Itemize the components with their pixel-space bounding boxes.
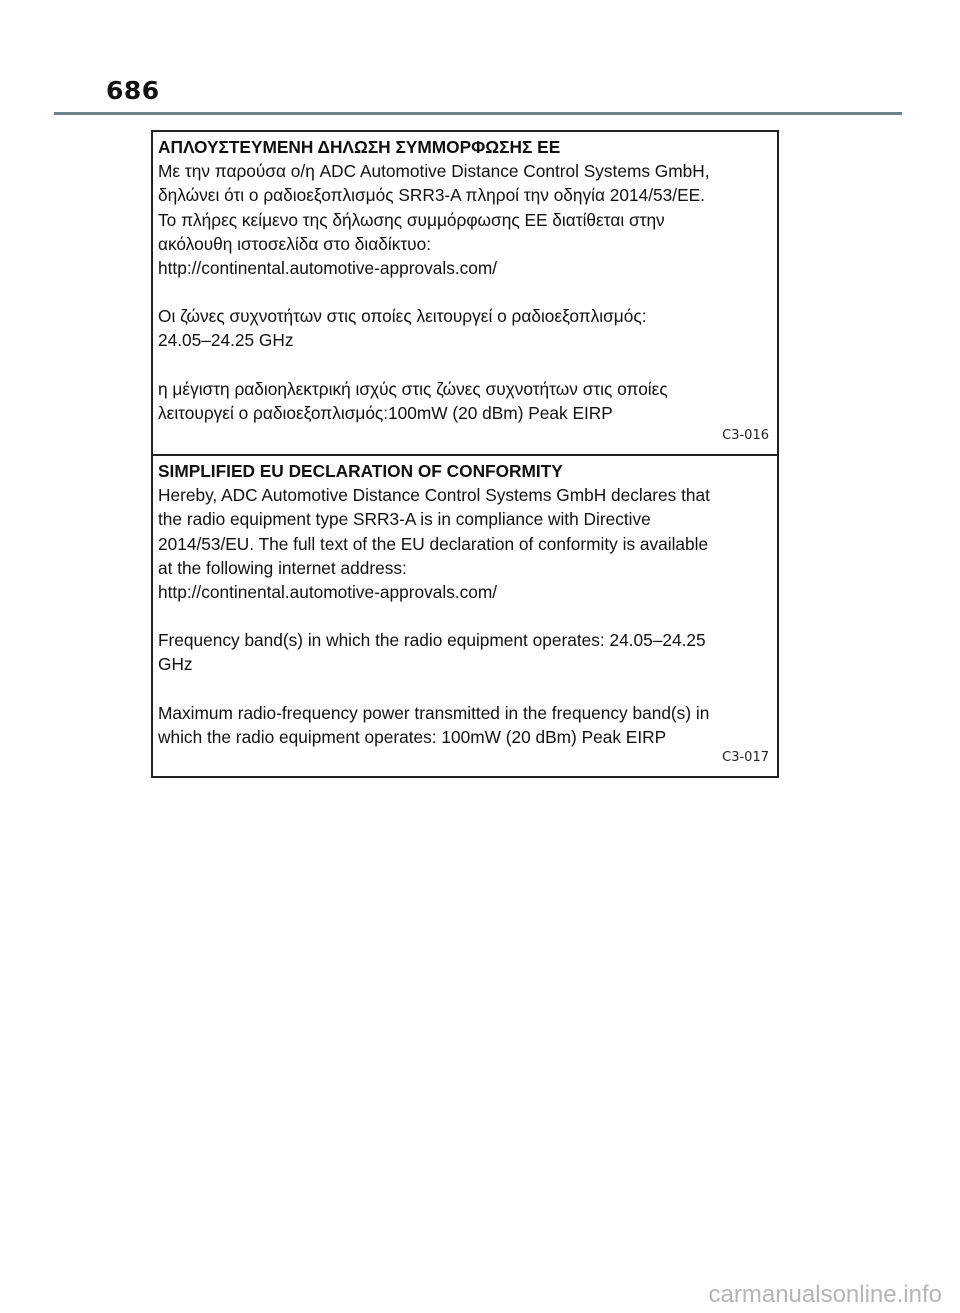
english-band-line: Frequency band(s) in which the radio equipment operates: 24.05–24.25 bbox=[158, 630, 706, 651]
english-text-line: the radio equipment type SRR3-A is in compliance with Directive bbox=[158, 509, 651, 530]
greek-text-line: δηλώνει ότι ο ραδιοεξοπλισμός SRR3-A πληροί την οδηγία 2014/53/ΕΕ. bbox=[158, 185, 705, 206]
greek-figure-code: C3-016 bbox=[722, 427, 769, 443]
english-power-line: which the radio equipment operates: 100mW (20 dBm) Peak EIRP bbox=[158, 726, 667, 747]
greek-band-line: Οι ζώνες συχνοτήτων στις οποίες λειτουργεί ο ραδιοεξοπλισμός: bbox=[158, 306, 647, 327]
greek-text-line: Με την παρούσα ο/η ADC Automotive Distance Control Systems GmbH, bbox=[158, 161, 710, 182]
english-text-line: Hereby, ADC Automotive Distance Control Systems GmbH declares that bbox=[158, 485, 710, 506]
english-figure-code: C3-017 bbox=[722, 749, 769, 765]
greek-url: http://continental.automotive-approvals.com/ bbox=[158, 258, 498, 279]
greek-band-line: 24.05–24.25 GHz bbox=[158, 330, 294, 351]
english-text-line: 2014/53/EU. The full text of the EU declaration of conformity is available bbox=[158, 533, 709, 554]
english-declaration-title: SIMPLIFIED EU DECLARATION OF CONFORMITY bbox=[158, 461, 563, 481]
greek-power-line: λειτουργεί ο ραδιοεξοπλισμός:100mW (20 dBm) Peak EIRP bbox=[158, 402, 613, 423]
greek-text-line: Το πλήρες κείμενο της δήλωσης συμμόρφωσης ΕΕ διατίθεται στην bbox=[158, 209, 665, 230]
english-declaration-box bbox=[151, 454, 779, 778]
watermark: carmanualsonline.info bbox=[708, 1281, 942, 1308]
greek-declaration-box bbox=[151, 130, 779, 456]
greek-text-line: ακόλουθη ιστοσελίδα στο διαδίκτυο: bbox=[158, 233, 432, 254]
english-text-line: at the following internet address: bbox=[158, 557, 407, 578]
greek-power-line: η μέγιστη ραδιοηλεκτρική ισχύς στις ζώνες συχνοτήτων στις οποίες bbox=[158, 378, 668, 399]
english-band-line: GHz bbox=[158, 654, 193, 675]
header-divider bbox=[54, 112, 902, 115]
english-power-line: Maximum radio-frequency power transmitted in the frequency band(s) in bbox=[158, 702, 710, 723]
greek-declaration-title: ΑΠΛΟΥΣΤΕΥΜΕΝΗ ΔΗΛΩΣΗ ΣΥΜΜΟΡΦΩΣΗΣ ΕΕ bbox=[158, 137, 561, 157]
page-number: 686 bbox=[106, 76, 160, 105]
english-url: http://continental.automotive-approvals.com/ bbox=[158, 582, 498, 603]
